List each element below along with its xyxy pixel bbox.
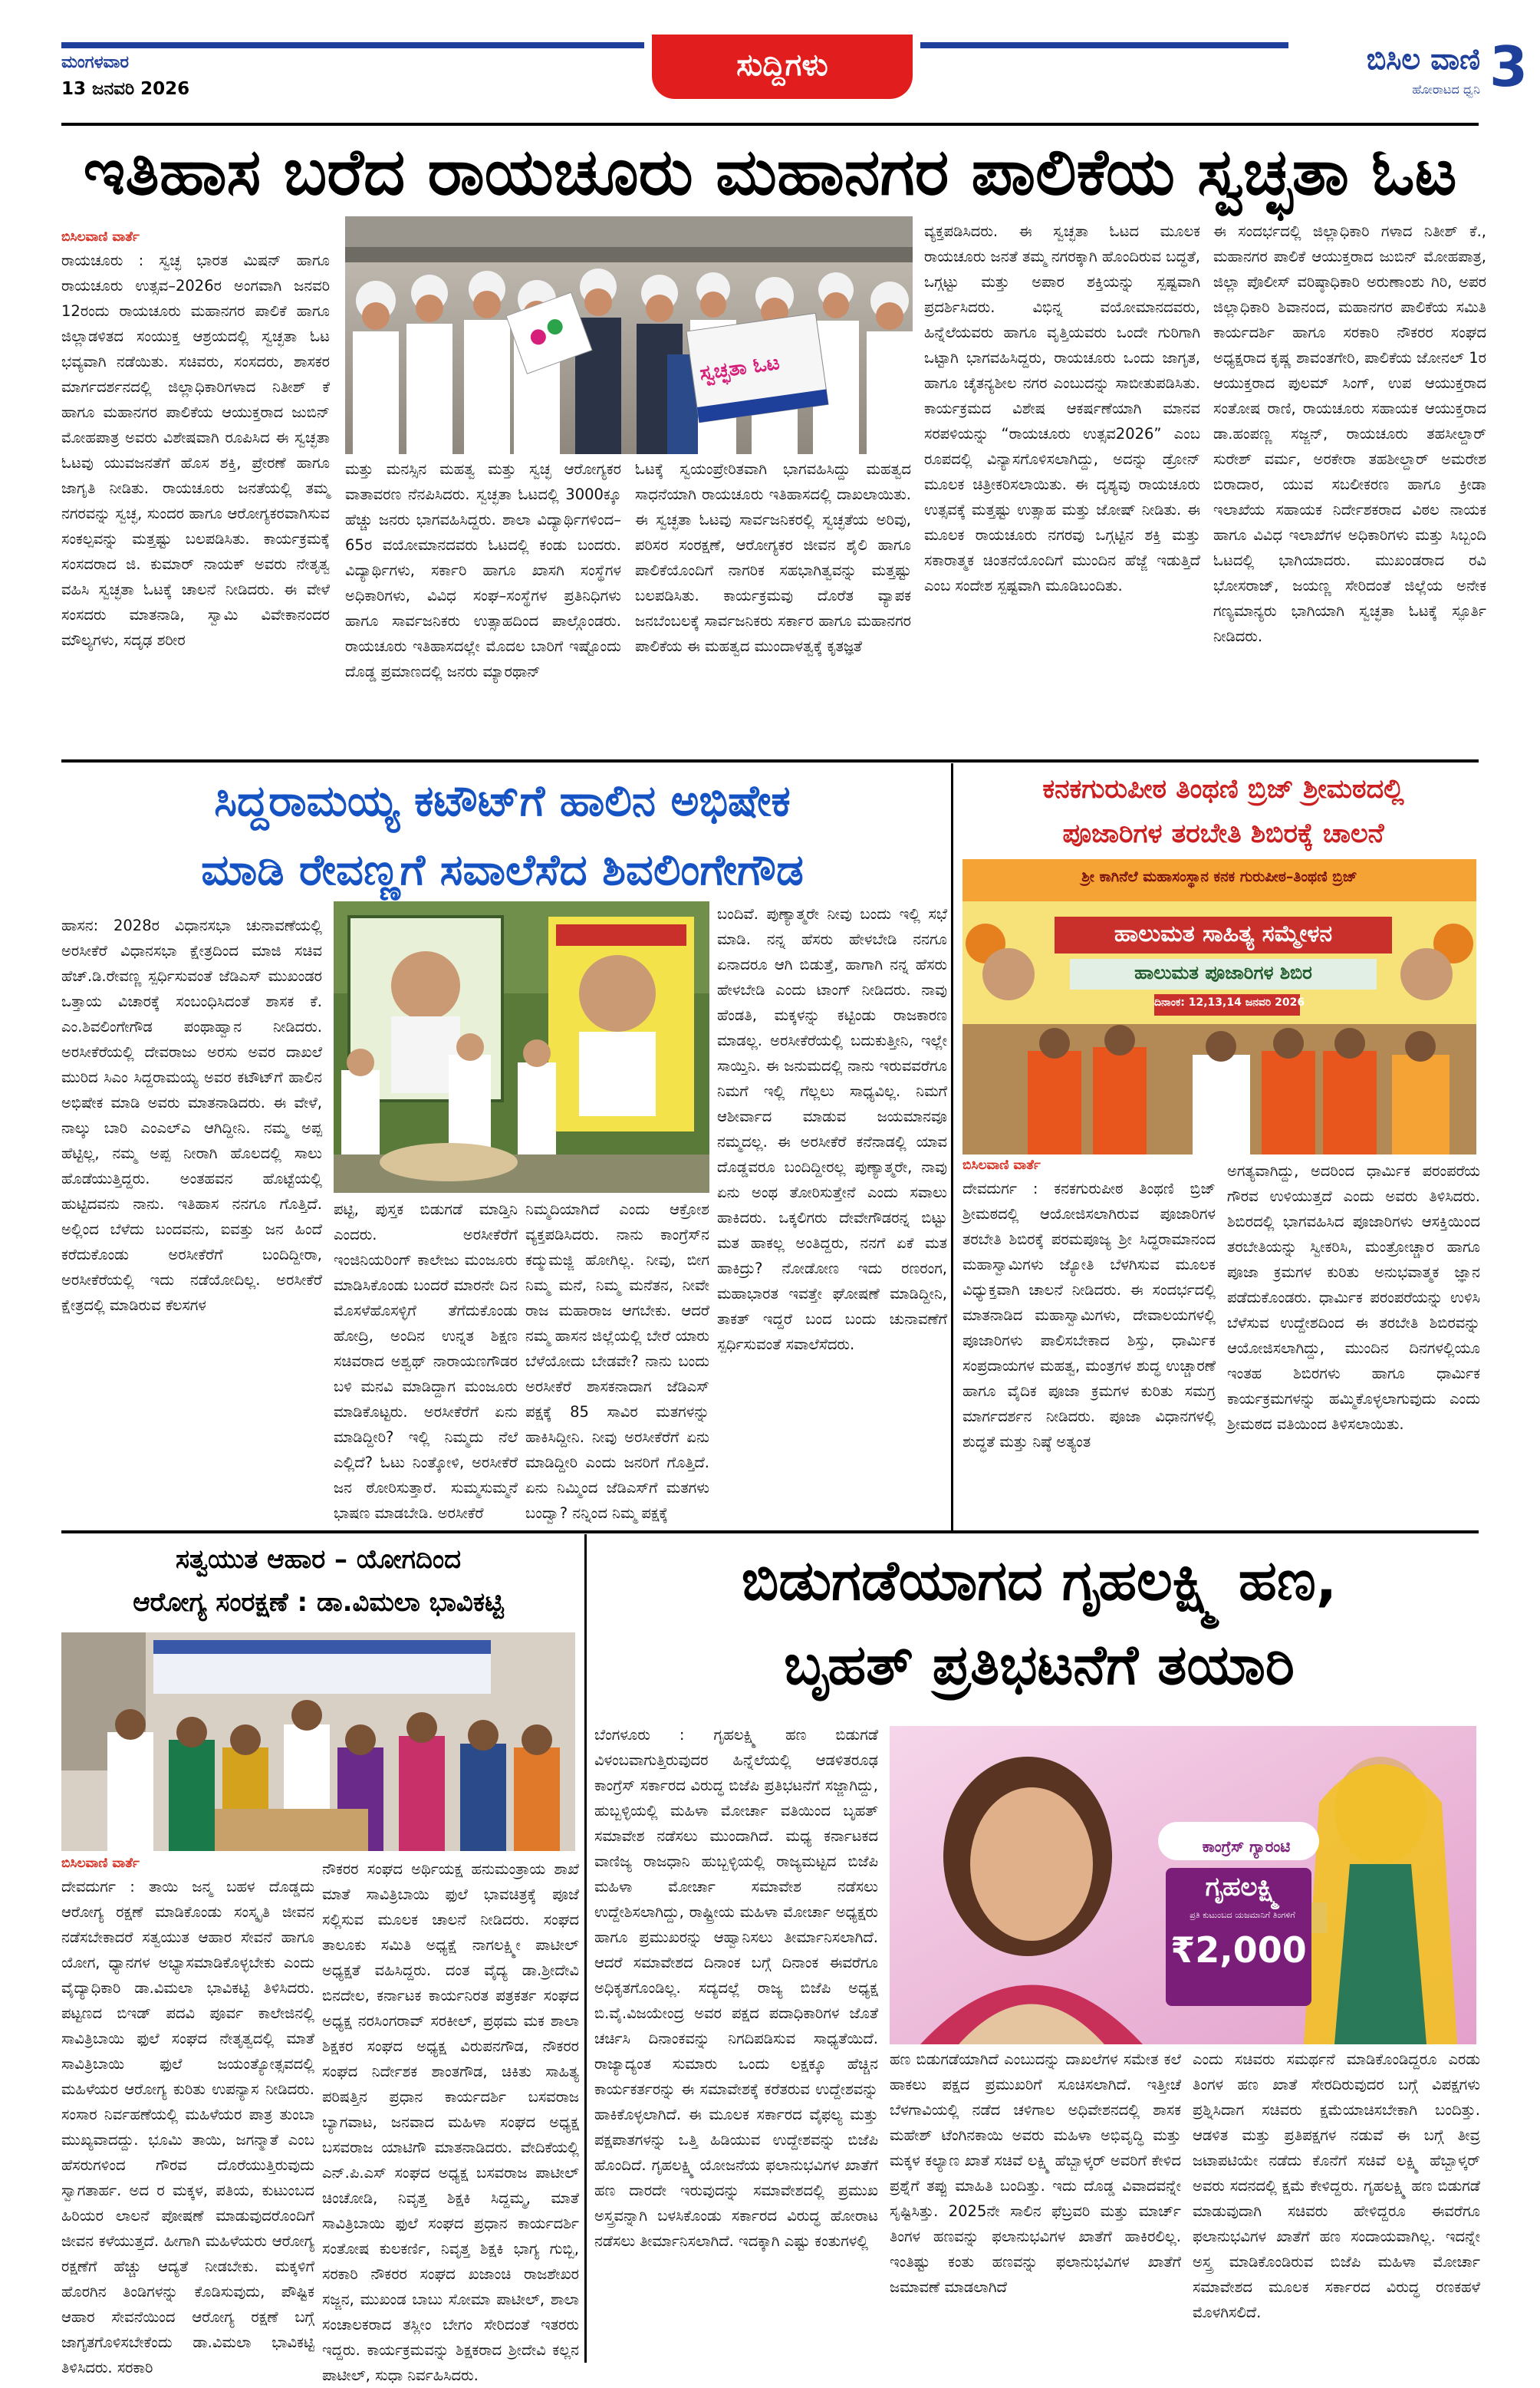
story1-headline: ಇತಿಹಾಸ ಬರೆದ ರಾಯಚೂರು ಮಹಾನಗರ ಪಾಲಿಕೆಯ ಸ್ವಚ್ಛತಾ ಓಟ bbox=[83, 134, 1457, 209]
story1-photo bbox=[345, 216, 913, 454]
story4-col2: ನೌಕರರ ಸಂಘದ ಅರ್ಥಿಯಕ್ಷ ಹನುಮಂತ್ರಾಯ ಶಾಖೆ ಮಾತೆ ಸಾವಿತ್ರಿಬಾಯಿ ಫುಲೆ ಭಾವಚಿತ್ರಕ್ಕೆ ಪೂಜೆ ಸಲ್ಲಿಸುವ ಮೂಲಕ ಚಾಲನೆ ನೀಡಿದರು. ಸಂಘದ ತಾಲೂಕು ಸಮಿತಿ ಅಧ್ಯಕ್ಷೆ ನಾಗಲಕ್ಷ್ಮೀ ಪಾಟೀಲ್ ಅಧ್ಯಕ್ಷತೆ ವಹಿಸಿದ್ದರು. ದಂತ ವೈದ್ಯ ಡಾ.ಶ್ರೀದೇವಿ ಬಿನದೇಲ, ಕರ್ನಾಟಕ ಕಾರ್ಯನಿರತ ಪತ್ರಕರ್ತ ಸಂಘದ ಅಧ್ಯಕ್ಷ ನರಸಿಂಗರಾವ್ ಸರಕೀಲ್, ಪ್ರಥಮ ಮಕ ಶಾಲಾ ಶಿಕ್ಷಕರ ಸಂಘದ ಅಧ್ಯಕ್ಷ ವಿರುಪನಗೌಡ, ನೌಕರರ ಸಂಘದ ನಿರ್ದೇಶಕ ಶಾಂತಗೌಡ, ಚಿಕಿತು ಸಾಹಿತ್ಯ ಪರಿಷತ್ತಿನ ಪ್ರಧಾನ ಕಾರ್ಯದರ್ಶಿ ಬಸವರಾಜ ಬ್ಯಾಗವಾಟ, ಜನವಾದ ಮಹಿಳಾ ಸಂಘದ ಅಧ್ಯಕ್ಷ ಬಸವರಾಜ ಯಾಟಿಗೌ ಮಾತನಾಡಿದರು. ವೇದಿಕೆಯಲ್ಲಿ ಎನ್.ಪಿ.ಎಸ್ ಸಂಘದ ಅಧ್ಯಕ್ಷ ಬಸವರಾಜ ಪಾಟೀಲ್ ಚಿಂಚೋಡಿ, ನಿವೃತ್ತ ಶಿಕ್ಷಕಿ ಸಿದ್ದಮ್ಮ, ಮಾತೆ ಸಾವಿತ್ರಿಬಾಯಿ ಫುಲೆ ಸಂಘದ ಪ್ರಧಾನ ಕಾರ್ಯದರ್ಶಿ ಸಂತೋಷ ಕುಲಕರ್ಣಿ, ನಿವೃತ್ತ ಶಿಕ್ಷಕಿ ಭಾಗ್ಯ ಗುಬ್ಬಿ, ಸರಕಾರಿ ನೌಕರರ ಸಂಘದ ಖಜಾಂಚಿ ರಾಜಶೇಖರ ಸಜ್ಜನ, ಮುಖಂಡ ಬಾಬು ಸೋಮಾ ಪಾಟೀಲ್, ಶಾಲಾ ಸಂಚಾಲಕರಾದ ತಸ್ಲೀಂ ಬೇಗಂ ಸೇರಿದಂತೆ ಇತರರು ಇದ್ದರು. ಕಾರ್ಯಕ್ರಮವನ್ನು ಶಿಕ್ಷಕರಾದ ಶ್ರೀದೇವಿ ಕಲ್ಲನ ಪಾಟೀಲ್, ಸುಧಾ ನಿರ್ವಹಿಸಿದರು. bbox=[322, 1860, 579, 2384]
story5-col1: ಬೆಂಗಳೂರು : ಗೃಹಲಕ್ಷ್ಮಿ ಹಣ ಬಿಡುಗಡೆ ವಿಳಂಬವಾಗುತ್ತಿರುವುದರ ಹಿನ್ನೆಲೆಯಲ್ಲಿ ಆಡಳಿತರೂಢ ಕಾಂಗ್ರೆಸ್ ಸರ್ಕಾರದ ವಿರುದ್ಧ ಬಿಜೆಪಿ ಪ್ರತಿಭಟನೆಗೆ ಸಜ್ಜಾಗಿದ್ದು, ಹುಬ್ಬಳ್ಳಿಯಲ್ಲಿ ಮಹಿಳಾ ಮೋರ್ಚಾ ವತಿಯಿಂದ ಬೃಹತ್ ಸಮಾವೇಶ ನಡೆಸಲು ಮುಂದಾಗಿದೆ. ಮಧ್ಯ ಕರ್ನಾಟಕದ ವಾಣಿಜ್ಯ ರಾಜಧಾನಿ ಹುಬ್ಬಳ್ಳಿಯಲ್ಲಿ ರಾಜ್ಯಮಟ್ಟದ ಬಿಜೆಪಿ ಮಹಿಳಾ ಮೋರ್ಚಾ ಸಮಾವೇಶ ನಡೆಸಲು ಉದ್ದೇಶಿಸಲಾಗಿದ್ದು, ರಾಷ್ಟ್ರೀಯ ಮಹಿಳಾ ಮೋರ್ಚಾ ಅಧ್ಯಕ್ಷರು ಹಾಗೂ ಪ್ರಮುಖರನ್ನು ಆಹ್ವಾನಿಸಲು ತೀರ್ಮಾನಿಸಲಾಗಿದೆ. ಆದರೆ ಸಮಾವೇಶದ ದಿನಾಂಕ ಬಗ್ಗೆ ದಿನಾಂಕ ಈವರೆಗೂ ಅಧಿಕೃತಗೊಂಡಿಲ್ಲ. ಸದ್ಯದಲ್ಲೆ ರಾಜ್ಯ ಬಿಜೆಪಿ ಅಧ್ಯಕ್ಷ ಬಿ.ವೈ.ವಿಜಯೇಂದ್ರ ಅವರ ಪಕ್ಷದ ಪದಾಧಿಕಾರಿಗಳ ಜೊತೆ ಚರ್ಚಿಸಿ ದಿನಾಂಕವನ್ನು ನಿಗದಿಪಡಿಸುವ ಸಾಧ್ಯತೆಯಿದೆ. ರಾಜ್ಯಾದ್ಯಂತ ಸುಮಾರು ಒಂದು ಲಕ್ಷಕ್ಕೂ ಹೆಚ್ಚಿನ ಕಾರ್ಯಕರ್ತರನ್ನು ಈ ಸಮಾವೇಶಕ್ಕೆ ಕರೆತರುವ ಉದ್ದೇಶವನ್ನು ಹಾಕಿಕೊಳ್ಳಲಾಗಿದೆ. ಈ ಮೂಲಕ ಸರ್ಕಾರದ ವೈಫಲ್ಯ ಮತ್ತು ಪಕ್ಷಪಾತಗಳನ್ನು ಒತ್ತಿ ಹಿಡಿಯುವ ಉದ್ದೇಶವನ್ನು ಬಿಜೆಪಿ ಹೊಂದಿದೆ. ಗೃಹಲಕ್ಷ್ಮಿ ಯೋಜನೆಯ ಫಲಾನುಭವಿಗಳ ಖಾತೆಗೆ ಹಣ ದಾರದೇ ಇರುವುದನ್ನು ಸಮಾವೇಶದಲ್ಲಿ ಪ್ರಮುಖ ಅಸ್ತ್ರವನ್ನಾಗಿ ಬಳಸಿಕೊಂಡು ಸರ್ಕಾರದ ವಿರುದ್ಧ ಹೋರಾಟ ನಡೆಸಲು ತೀರ್ಮಾನಿಸಲಾಗಿದೆ. ಇದಕ್ಕಾಗಿ ಎಷ್ಟು ಕಂತುಗಳಲ್ಲಿ bbox=[594, 1726, 878, 2250]
story4-story5-divider bbox=[584, 1534, 587, 2363]
camp-banner-top: ಶ್ರೀ ಕಾಗಿನೆಲೆ ಮಹಾಸಂಸ್ಥಾನ ಕನಕ ಗುರುಪೀಠ–ತಿಂಥಣಿ ಬ್ರಿಜ್ bbox=[1081, 868, 1357, 885]
story1-col5: ಈ ಸಂದರ್ಭದಲ್ಲಿ ಜಿಲ್ಲಾಧಿಕಾರಿ ಗಳಾದ ನಿತೀಶ್ ಕೆ., ಮಹಾನಗರ ಪಾಲಿಕೆ ಆಯುಕ್ತರಾದ ಜುಬಿನ್ ಮೋಹಪಾತ್ರ, ಜಿಲ್ಲಾ ಪೊಲೀಸ್ ವರಿಷ್ಠಾಧಿಕಾರಿ ಅರುಣಾಂಶು ಗಿರಿ, ಅಪರ ಜಿಲ್ಲಾಧಿಕಾರಿ ಶಿವಾನಂದ, ಮಹಾನಗರ ಪಾಲಿಕೆಯ ಸಮಿತಿ ಕಾರ್ಯದರ್ಶಿ ಹಾಗೂ ಸರಕಾರಿ ನೌಕರರ ಸಂಘದ ಅಧ್ಯಕ್ಷರಾದ ಕೃಷ್ಣ ಶಾವಂತಗೇರಿ, ಪಾಲಿಕೆಯ ಜೋನಲ್ 1ರ ಆಯುಕ್ತರಾದ ಪುಲಮ್ ಸಿಂಗ್, ಉಪ ಆಯುಕ್ತರಾದ ಸಂತೋಷ ರಾಣಿ, ರಾಯಚೂರು ಸಹಾಯಕ ಆಯುಕ್ತರಾದ ಡಾ.ಹಂಪಣ್ಣ ಸಜ್ಜನ್, ರಾಯಚೂರು ತಹಸೀಲ್ದಾರ್ ಸುರೇಶ್ ವರ್ಮ, ಅರಕೇರಾ ತಹಶೀಲ್ದಾರ್ ಅಮರೇಶ ಬಿರಾದಾರ, ಯುವ ಸಬಲೀಕರಣ ಹಾಗೂ ಕ್ರೀಡಾ ಇಲಾಖೆಯ ಸಹಾಯಕ ನಿರ್ದೇಶಕರಾದ ವಿಠಲ ನಾಯಕ ಹಾಗೂ ವಿವಿಧ ಇಲಾಖೆಗಳ ಅಧಿಕಾರಿಗಳು ಮತ್ತು ಸಿಬ್ಬಂದಿ ಓಟದಲ್ಲಿ ಭಾಗಿಯಾದರು. ಮುಖಂಡರಾದ ರವಿ ಭೋಸರಾಜ್, ಜಯಣ್ಣ ಸೇರಿದಂತೆ ಜಿಲ್ಲೆಯ ಅನೇಕ ಗಣ್ಯಮಾನ್ಯರು ಭಾಗಿಯಾಗಿ ಸ್ವಚ್ಛತಾ ಓಟಕ್ಕೆ ಸ್ಫೂರ್ತಿ ನೀಡಿದರು. bbox=[1213, 222, 1486, 645]
story3-headline-line2: ಪೂಜಾರಿಗಳ ತರಬೇತಿ ಶಿಬಿರಕ್ಕೆ ಚಾಲನೆ bbox=[1062, 819, 1384, 849]
story5-col2: ಹಣ ಬಿಡುಗಡೆಯಾಗಿದೆ ಎಂಬುದನ್ನು ದಾಖಲೆಗಳ ಸಮೇತ ಕಲೆ ಹಾಕಲು ಪಕ್ಷದ ಪ್ರಮುಖರಿಗೆ ಸೂಚಿಸಲಾಗಿದೆ. ಇತ್ತೀಚೆ ಬೆಳಗಾವಿಯಲ್ಲಿ ನಡೆದ ಚಳಿಗಾಲ ಅಧಿವೇಶನದಲ್ಲಿ ಶಾಸಕ ಮಹೇಶ್ ಟೆಂಗಿನಕಾಯಿ ಅವರು ಮಹಿಳಾ ಅಭಿವೃದ್ಧಿ ಮತ್ತು ಮಕ್ಕಳ ಕಲ್ಯಾಣ ಖಾತೆ ಸಚಿವೆ ಲಕ್ಷ್ಮಿ ಹೆಬ್ಬಾಳ್ಕರ್ ಅವರಿಗೆ ಕೇಳಿದ ಪ್ರಶ್ನೆಗೆ ತಪ್ಪು ಮಾಹಿತಿ ಬಂದಿತ್ತು. ಇದು ದೊಡ್ಡ ವಿವಾದವನ್ನೇ ಸೃಷ್ಟಿಸಿತ್ತು. 2025ನೇ ಸಾಲಿನ ಫೆಬ್ರವರಿ ಮತ್ತು ಮಾರ್ಚ್ ತಿಂಗಳ ಹಣವನ್ನು ಫಲಾನುಭವಿಗಳ ಖಾತೆಗೆ ಹಾಕಿರಲಿಲ್ಲ. ಇಂತಿಷ್ಟು ಕಂತು ಹಣವನ್ನು ಫಲಾನುಭವಿಗಳ ಖಾತೆಗೆ ಜಮಾವಣೆ ಮಾಡಲಾಗಿದೆ bbox=[890, 2050, 1181, 2296]
story5-headline-line1: ಬಿಡುಗಡೆಯಾಗದ ಗೃಹಲಕ್ಷ್ಮಿ ಹಣ, bbox=[741, 1548, 1338, 1612]
masthead-top-rule bbox=[61, 42, 644, 48]
story1-col4: ವ್ಯಕ್ತಪಡಿಸಿದರು. ಈ ಸ್ವಚ್ಛತಾ ಓಟದ ಮೂಲಕ ರಾಯಚೂರು ಜನತೆ ತಮ್ಮ ನಗರಕ್ಕಾಗಿ ಹೊಂದಿರುವ ಬದ್ಧತೆ, ಒಗ್ಗಟ್ಟು ಮತ್ತು ಅಪಾರ ಶಕ್ತಿಯನ್ನು ಸ್ಪಷ್ಟವಾಗಿ ಪ್ರದರ್ಶಿಸಿದರು. ವಿಭಿನ್ನ ವಯೋಮಾನದವರು, ಹಿನ್ನೆಲೆಯವರು ಹಾಗೂ ವೃತ್ತಿಯವರು ಒಂದೇ ಗುರಿಗಾಗಿ ಒಟ್ಟಾಗಿ ಭಾಗವಹಿಸಿದ್ದರು, ರಾಯಚೂರು ಒಂದು ಜಾಗೃತ, ಹಾಗೂ ಚೈತನ್ಯಶೀಲ ನಗರ ಎಂಬುದನ್ನು ಸಾಬೀತುಪಡಿಸಿತು. ಕಾರ್ಯಕ್ರಮದ ವಿಶೇಷ ಆಕರ್ಷಣೆಯಾಗಿ ಮಾನವ ಸರಪಳಿಯನ್ನು “ರಾಯಚೂರು ಉತ್ಸವ2026” ಎಂಬ ರೂಪದಲ್ಲಿ ವಿನ್ಯಾಸಗೊಳಿಸಲಾಗಿದ್ದು, ಅದನ್ನು ಡ್ರೋನ್ ಮೂಲಕ ಚಿತ್ರೀಕರಿಸಲಾಯಿತು. ಈ ದೃಶ್ಯವು ರಾಯಚೂರು ಉತ್ಸವಕ್ಕೆ ಮತ್ತಷ್ಟು ಉತ್ಸಾಹ ಮತ್ತು ಜೋಷ್ ನೀಡಿತು. ಈ ಮೂಲಕ ರಾಯಚೂರು ನಗರವು ಒಗ್ಗಟ್ಟಿನ ಶಕ್ತಿ ಮತ್ತು ಸಕಾರಾತ್ಮಕ ಚಿಂತನೆಯೊಂದಿಗೆ ಮುಂದಿನ ಹೆಜ್ಜೆ ಇಡುತ್ತಿದೆ ಎಂಬ ಸಂದೇಶ ಸ್ಪಷ್ಟವಾಗಿ ಮೂಡಿಬಂದಿತು. bbox=[924, 222, 1200, 595]
story4-headline-line1: ಸತ್ವಯುತ ಆಹಾರ – ಯೋಗದಿಂದ bbox=[175, 1544, 462, 1575]
ad-sub: ಪ್ರತಿ ಕುಟುಂಬದ ಯಜಮಾನಿಗೆ ತಿಂಗಳಿಗೆ bbox=[1190, 1910, 1295, 1920]
paper-name: ಬಿಸಿಲ ವಾಣಿ bbox=[1366, 42, 1480, 76]
story5-col3: ಎಂದು ಸಚಿವರು ಸಮರ್ಥನೆ ಮಾಡಿಕೊಂಡಿದ್ದರೂ ಎರಡು ತಿಂಗಳ ಹಣ ಖಾತೆ ಸೇರದಿರುವುದರ ಬಗ್ಗೆ ವಿಪಕ್ಷಗಳು ಪ್ರಶ್ನಿಸಿದಾಗ ಸಚಿವರು ಕ್ಷಮೆಯಾಚಿಸಬೇಕಾಗಿ ಬಂದಿತ್ತು. ಆಡಳಿತ ಮತ್ತು ಪ್ರತಿಪಕ್ಷಗಳ ನಡುವೆ ಈ ಬಗ್ಗೆ ತೀವ್ರ ಜಟಾಪಟಿಯೇ ನಡೆದು ಕೊನೆಗೆ ಸಚಿವೆ ಲಕ್ಷ್ಮಿ ಹೆಬ್ಬಾಳ್ಕರ್ ಅವರು ಸದನದಲ್ಲಿ ಕ್ಷಮೆ ಕೇಳಿದ್ದರು. ಗೃಹಲಕ್ಷ್ಮಿ ಹಣ ಬಿಡುಗಡೆ ಮಾಡುವುದಾಗಿ ಸಚಿವರು ಹೇಳಿದ್ದರೂ ಈವರೆಗೂ ಫಲಾನುಭವಿಗಳ ಖಾತೆಗೆ ಹಣ ಸಂದಾಯವಾಗಿಲ್ಲ. ಇದನ್ನೇ ಅಸ್ತ್ರ ಮಾಡಿಕೊಂಡಿರುವ ಬಿಜೆಪಿ ಮಹಿಳಾ ಮೋರ್ಚಾ ಸಮಾವೇಶದ ಮೂಲಕ ಸರ್ಕಾರದ ವಿರುದ್ಧ ರಣಕಹಳೆ ಮೊಳಗಿಸಲಿದೆ. bbox=[1193, 2050, 1480, 2321]
story3-col1: ಬಿಸಿಲವಾಣಿ ವಾರ್ತೆ ದೇವದುರ್ಗ : ಕನಕಗುರುಪೀಠ ತಿಂಥಣಿ ಬ್ರಿಜ್ ಶ್ರೀಮಠದಲ್ಲಿ ಆಯೋಜಿಸಲಾಗಿರುವ ಪೂಜಾರಿಗಳ ತರಬೇತಿ ಶಿಬಿರಕ್ಕೆ ಪರಮಪೂಜ್ಯ ಶ್ರೀ ಸಿದ್ಧರಾಮಾನಂದ ಮಹಾಸ್ವಾಮಿಗಳು ಜ್ಯೋತಿ ಬೆಳಗಿಸುವ ಮೂಲಕ ವಿಧ್ಯುಕ್ತವಾಗಿ ಚಾಲನೆ ನೀಡಿದರು. ಈ ಸಂದರ್ಭದಲ್ಲಿ ಮಾತನಾಡಿದ ಮಹಾಸ್ವಾಮಿಗಳು, ದೇವಾಲಯಗಳಲ್ಲಿ ಪೂಜಾರಿಗಳು ಪಾಲಿಸಬೇಕಾದ ಶಿಸ್ತು, ಧಾರ್ಮಿಕ ಸಂಪ್ರದಾಯಗಳ ಮಹತ್ವ, ಮಂತ್ರಗಳ ಶುದ್ಧ ಉಚ್ಚಾರಣೆ ಹಾಗೂ ವೈದಿಕ ಪೂಜಾ ಕ್ರಮಗಳ ಕುರಿತು ಸಮಗ್ರ ಮಾರ್ಗದರ್ಶನ ನೀಡಿದರು. ಪೂಜಾ ವಿಧಾನಗಳಲ್ಲಿ ಶುದ್ಧತೆ ಮತ್ತು ನಿಷ್ಠೆ ಅತ್ಯಂತ bbox=[962, 1154, 1216, 1527]
story2-story3-divider bbox=[951, 763, 953, 1530]
rally-photo bbox=[345, 216, 913, 454]
ad-tag: ಕಾಂಗ್ರೆಸ್ ಗ್ಯಾರಂಟಿ bbox=[1202, 1837, 1291, 1856]
story2-col4: ಬಂದಿವೆ. ಪುಣ್ಯಾತ್ಮರೇ ನೀವು ಬಂದು ಇಲ್ಲಿ ಸಭೆ ಮಾಡಿ. ನನ್ನ ಹೆಸರು ಹೇಳಬೇಡಿ ನನಗೂ ಏನಾದರೂ ಆಗಿ ಬಿಡುತ್ತೆ, ಹಾಗಾಗಿ ನನ್ನ ಹೆಸರು ಹೇಳಬೇಡಿ ಎಂದು ಟಾಂಗ್ ನೀಡಿದರು. ನಾವು ಹೆಂಡತಿ, ಮಕ್ಕಳನ್ನು ಕಟ್ಟಿಂಡು ರಾಜಕಾರಣ ಮಾಡಲ್ಲ. ಅರಸೀಕೆರೆಯಲ್ಲಿ ಬದುಕುತ್ತೀನಿ, ಇಲ್ಲೇ ಸಾಯ್ತಿನಿ. ಈ ಜನುಮದಲ್ಲಿ ನಾನು ಇರುವವರೆಗೂ ನಿಮಗೆ ಇಲ್ಲಿ ಗೆಲ್ಲಲು ಸಾಧ್ಯವಿಲ್ಲ. ನಿಮಗೆ ಆಶೀರ್ವಾದ ಮಾಡುವ ಜಯಮಾನವೂ ನಮ್ಮದಲ್ಲ. ಈ ಅರಸೀಕೆರೆ ಕನೆನಾಡಲ್ಲಿ ಯಾವ ದೊಡ್ಡವರೂ ಬಂದಿದ್ದೀರಲ್ಲ ಪುಣ್ಯಾತ್ಮರೇ, ನಾವು ಏನು ಅಂಥ ತೋರಿಸುತ್ತೇನೆ ಎಂದು ಸವಾಲು ಹಾಕಿದರು. ಒಕ್ಕಲಿಗರು ದೇವೇಗೌಡರನ್ನ ಬಿಟ್ಟು ಮತ ಹಾಕಲ್ಲ ಅಂತಿದ್ದರು, ನನಗೆ ಏಕೆ ಮತ ಹಾಕಿದ್ರು? ನೋಡೋಣ ಇದು ರಣರಂಗ, ಮಹಾಭಾರತ ಇವತ್ತೇ ಘೋಷಣೆ ಮಾಡಿದ್ದೀನಿ, ತಾಕತ್ ಇದ್ದರೆ ಬಂದ ಬಂದು ಚುನಾವಣೆಗೆ ಸ್ಪರ್ಧಿಸುವಂತೆ ಸವಾಲೆಸೆದರು. bbox=[717, 905, 947, 1353]
page-number: 3 bbox=[1489, 35, 1528, 99]
camp-banner-sub: ಹಾಲುಮತ ಪೂಜಾರಿಗಳ ಶಿಬಿರ bbox=[1134, 962, 1312, 983]
masthead-divider bbox=[61, 123, 1479, 126]
camp-banner-title: ಹಾಲುಮತ ಸಾಹಿತ್ಯ ಸಮ್ಮೇಳನ bbox=[1114, 921, 1333, 947]
story1-byline: ಬಿಸಿಲವಾಣಿ ವಾರ್ತೆ bbox=[61, 229, 140, 245]
story3-col2: ಅಗತ್ಯವಾಗಿದ್ದು, ಅದರಿಂದ ಧಾರ್ಮಿಕ ಪರಂಪರೆಯ ಗೌರವ ಉಳಿಯುತ್ತದೆ ಎಂದು ಅವರು ತಿಳಿಸಿದರು. ಶಿಬಿರದಲ್ಲಿ ಭಾಗವಹಿಸಿದ ಪೂಜಾರಿಗಳು ಆಸಕ್ತಿಯಿಂದ ತರಬೇತಿಯನ್ನು ಸ್ವೀಕರಿಸಿ, ಮಂತ್ರೋಚ್ಚಾರ ಹಾಗೂ ಪೂಜಾ ಕ್ರಮಗಳ ಕುರಿತು ಅನುಭವಾತ್ಮಕ ಜ್ಞಾನ ಪಡೆದುಕೊಂಡರು. ಧಾರ್ಮಿಕ ಪರಂಪರೆಯನ್ನು ಉಳಿಸಿ ಬೆಳೆಸುವ ಉದ್ದೇಶದಿಂದ ಈ ತರಬೇತಿ ಶಿಬಿರವನ್ನು ಆಯೋಜಿಸಲಾಗಿದ್ದು, ಮುಂದಿನ ದಿನಗಳಲ್ಲಿಯೂ ಇಂತಹ ಶಿಬಿರಗಳು ಹಾಗೂ ಧಾರ್ಮಿಕ ಕಾರ್ಯಕ್ರಮಗಳನ್ನು ಹಮ್ಮಿಕೊಳ್ಳಲಾಗುವುದು ಎಂದು ಶ್ರೀಮಠದ ವತಿಯಿಂದ ತಿಳಿಸಲಾಯಿತು. bbox=[1227, 1162, 1480, 1433]
story2-col3: ನಿಮ್ಮದಿಯಾಗಿದೆ ಎಂದು ಆಕ್ರೋಶ ವ್ಯಕ್ತಪಡಿಸಿದರು. ನಾನು ಕಾಂಗ್ರೆಸ್‌ನ ಕದ್ಮುಮಜ್ಜಿ ಹೋಗಿಲ್ಲ. ನೀವು, ಬೀಗ ನಿಮ್ಮ ಮನೆ, ನಿಮ್ಮ ಮನೆತನ, ನೀವೇ ರಾಜ ಮಹಾರಾಜ ಆಗಬೇಕು. ಆದರೆ ನಮ್ಮ ಹಾಸನ ಜಿಲ್ಲೆಯಲ್ಲಿ ಬೇರೆ ಯಾರು ಬೆಳೆಯೋದು ಬೇಡವೇ? ನಾನು ಬಂದು ಅರಸೀಕೆರೆ ಶಾಸಕನಾದಾಗ ಜೆಡಿಎಸ್ ಪಕ್ಷಕ್ಕೆ 85 ಸಾವಿರ ಮತಗಳನ್ನು ಹಾಕಿಸಿದ್ದೀನಿ. ನೀವು ಅರಸೀಕೆರೆಗೆ ಏನು ಮಾಡಿದ್ದೀರಿ ಎಂದು ಜನರಿಗೆ ಗೊತ್ತಿದೆ. ಏನು ನಿಮ್ಮಿಂದ ಜೆಡಿಎಸ್‌ಗೆ ಮತಗಳು ಬಂದ್ವಾ? ನನ್ನಿಂದ ನಿಮ್ಮ ಪಕ್ಷಕ್ಕೆ bbox=[525, 1201, 709, 1522]
masthead bbox=[61, 35, 1528, 119]
story3-bottom-rule bbox=[61, 1530, 1479, 1533]
story2-col2: ಪಟ್ಟಿ, ಪುಸ್ತಕ ಬಿಡುಗಡೆ ಮಾಡ್ತಿನಿ ಎಂದರು. ಅರಸೀಕೆರೆಗೆ ಇಂಜಿನಿಯರಿಂಗ್ ಕಾಲೇಜು ಮಂಜೂರು ಮಾಡಿಸಿಕೊಂಡು ಬಂದರೆ ಮಾರನೇ ದಿನ ಮೊಸಳೆಹೊಸಳ್ಳಿಗೆ ತೆಗೆದುಕೊಂಡು ಹೋದ್ರಿ, ಅಂದಿನ ಉನ್ನತ ಶಿಕ್ಷಣ ಸಚಿವರಾದ ಅಶ್ವಥ್ ನಾರಾಯಣಗೌಡರ ಬಳಿ ಮನವಿ ಮಾಡಿದ್ದಾಗ ಮಂಜೂರು ಮಾಡಿಕೊಟ್ಟರು. ಅರಸೀಕೆರೆಗೆ ಏನು ಮಾಡಿದ್ದೀರಿ? ಇಲ್ಲಿ ನಿಮ್ಮದು ನೆಲೆ ಎಲ್ಲಿದೆ? ಓಟು ನಿಂತ್ಕೋಳಿ, ಅರಸೀಕೆರೆ ಜನ ಠೋರಿಸುತ್ತಾರೆ. ಸುಮ್ಮಸುಮ್ಮನೆ ಭಾಷಣ ಮಾಡಬೇಡಿ. ಅರಸೀಕೆರೆ bbox=[334, 1201, 518, 1522]
story2-col1: ಹಾಸನ: 2028ರ ವಿಧಾನಸಭಾ ಚುನಾವಣೆಯಲ್ಲಿ ಅರಸೀಕೆರೆ ವಿಧಾನಸಭಾ ಕ್ಷೇತ್ರದಿಂದ ಮಾಜಿ ಸಚಿವ ಹೆಚ್.ಡಿ.ರೇವಣ್ಣ ಸ್ಪರ್ಧಿಸುವಂತೆ ಜೆಡಿಎಸ್ ಮುಖಂಡರ ಒತ್ತಾಯ ವಿಚಾರಕ್ಕೆ ಸಂಬಂಧಿಸಿದಂತೆ ಶಾಸಕ ಕೆ. ಎಂ.ಶಿವಲಿಂಗೇಗೌಡ ಪಂಥಾಹ್ವಾನ ನೀಡಿದರು. ಅರಸೀಕೆರೆಯಲ್ಲಿ ದೇವರಾಜು ಅರಸು ಅವರ ದಾಖಲೆ ಮುರಿದ ಸಿಎಂ ಸಿದ್ದರಾಮಯ್ಯ ಅವರ ಕಟೌಟ್‌ಗೆ ಹಾಲಿನ ಅಭಿಷೇಕ ಮಾಡಿ ಅವರು ಮಾತನಾಡಿದರು. ಈ ವೇಳೆ, ನಾಲ್ಕು ಬಾರಿ ಎಂಎಲ್‌ಎ ಆಗಿದ್ದೀನಿ. ನಮ್ಮ ಅಪ್ಪ ಹೆಟ್ಟಿಲ್ಲ, ನಮ್ಮ ಅಪ್ಪ ನೀರಾಗಿ ಹೊಲದಲ್ಲಿ ಸಾಲು ಹೊಡೆಯುತ್ತಿದ್ದರು. ಅಂತಹವನ ಹೊಟ್ಟೆಯಲ್ಲಿ ಹುಟ್ಟಿದವನು ನಾನು. ಇತಿಹಾಸ ನನಗೂ ಗೊತ್ತಿದೆ. ಅಲ್ಲಿಂದ ಬೆಳೆದು ಬಂದವನು, ಐವತ್ತು ಜನ ಹಿಂದೆ ಕರೆದುಕೊಂಡು ಅರಸೀಕೆರೆಗೆ ಬಂದಿದ್ದೀರಾ, ಅರಸೀಕೆರೆಯಲ್ಲಿ ಇದು ನಡೆಯೋದಿಲ್ಲ. ಅರಸೀಕೆರೆ ಕ್ಷೇತ್ರದಲ್ಲಿ ಮಾಡಿರುವ ಕೆಲಸಗಳ bbox=[61, 917, 322, 1314]
camp-banner-date: ದಿನಾಂಕ: 12,13,14 ಜನವರಿ 2026 bbox=[1154, 996, 1305, 1009]
ad-scheme: ಗೃಹಲಕ್ಷ್ಮಿ bbox=[1205, 1872, 1280, 1902]
story5-headline-line2: ಬೃಹತ್ ಪ್ರತಿಭಟನೆಗೆ ತಯಾರಿ bbox=[784, 1632, 1295, 1697]
story4-byline: ಬಿಸಿಲವಾಣಿ ವಾರ್ತೆ bbox=[61, 1856, 140, 1871]
story4-headline-line2: ಆರೋಗ್ಯ ಸಂರಕ್ಷಣೆ : ಡಾ.ವಿಮಲಾ ಭಾವಿಕಟ್ಟಿ bbox=[133, 1587, 504, 1618]
section-tab bbox=[652, 35, 913, 99]
story4-photo bbox=[61, 1632, 575, 1851]
gruhalakshmi-ad bbox=[890, 1726, 1476, 2044]
ad-amount: ₹2,000 bbox=[1170, 1929, 1307, 1971]
masthead-date: 13 ಜನವರಿ 2026 bbox=[61, 79, 190, 99]
story3-byline: ಬಿಸಿಲವಾಣಿ ವಾರ್ತೆ bbox=[962, 1158, 1041, 1173]
photo-banner-text: ಸ್ವಚ್ಛತಾ ಓಟ bbox=[698, 351, 782, 386]
story4-col1: ಬಿಸಿಲವಾಣಿ ವಾರ್ತೆ ದೇವದುರ್ಗ : ತಾಯಿ ಜನ್ಮ ಬಹಳ ದೊಡ್ಡದು ಆರೋಗ್ಯ ರಕ್ಷಣೆ ಮಾಡಿಕೊಂಡು ಸಂಸ್ಕೃತಿ ಜೀವನ ನಡೆಸಬೇಕಾದರೆ ಸತ್ವಯುತ ಆಹಾರ ಸೇವನೆ ಹಾಗೂ ಯೋಗ, ಧ್ಯಾನಗಳ ಅಭ್ಯಾಸಮಾಡಿಕೊಳ್ಳಬೇಕು ಎಂದು ವೈದ್ಯಾಧಿಕಾರಿ ಡಾ.ವಿಮಲಾ ಭಾವಿಕಟ್ಟಿ ತಿಳಿಸಿದರು. ಪಟ್ಟಣದ ಬಿಇಡ್ ಪದವಿ ಪೂರ್ವ ಕಾಲೇಜಿನಲ್ಲಿ ಸಾವಿತ್ರಿಬಾಯಿ ಫುಲೆ ಸಂಘದ ನೇತೃತ್ವದಲ್ಲಿ ಮಾತೆ ಸಾವಿತ್ರಿಬಾಯಿ ಫುಲೆ ಜಯಂತ್ಯೋತ್ಸವದಲ್ಲಿ ಮಹಿಳೆಯರ ಆರೋಗ್ಯ ಕುರಿತು ಉಪನ್ಯಾಸ ನೀಡಿದರು. ಸಂಸಾರ ನಿರ್ವಹಣೆಯಲ್ಲಿ ಮಹಿಳೆಯರ ಪಾತ್ರ ತುಂಬಾ ಮುಖ್ಯವಾದದ್ದು. ಭೂಮಿ ತಾಯಿ, ಜಗನ್ಮಾತೆ ಎಂಬ ಹೆಸರುಗಳಿಂದ ಗೌರವ ದೊರೆಯುತ್ತಿರುವುದು ಸ್ವಾಗತಾರ್ಹ. ಅದ ರ ಮಕ್ಕಳ, ಪತಿಯ, ಕುಟುಂಬದ ಹಿರಿಯರ ಲಾಲನೆ ಪೋಷಣೆ ಮಾಡುವುದರೊಂದಿಗೆ ಜೀವನ ಕಳೆಯುತ್ತದೆ. ಹೀಗಾಗಿ ಮಹಿಳೆಯರು ಆರೋಗ್ಯ ರಕ್ಷಣೆಗೆ ಹೆಚ್ಚು ಆದ್ಯತೆ ನೀಡಬೇಕು. ಮಕ್ಕಳಿಗೆ ಹೊರಗಿನ ತಿಂಡಿಗಳನ್ನು ಕೊಡಿಸುವುದು, ಪೌಷ್ಟಿಕ ಆಹಾರ ಸೇವನೆಯಿಂದ ಆರೋಗ್ಯ ರಕ್ಷಣೆ ಬಗ್ಗೆ ಜಾಗೃತಗೊಳಿಸಬೇಕೆಂದು ಡಾ.ವಿಮಲಾ ಭಾವಿಕಟ್ಟಿ ತಿಳಿಸಿದರು. ಸರಕಾರಿ bbox=[61, 1853, 314, 2359]
story1-col2: ಮತ್ತು ಮನಸ್ಸಿನ ಮಹತ್ವ ಮತ್ತು ಸ್ವಚ್ಛ ಆರೋಗ್ಯಕರ ವಾತಾವರಣ ನೆನಪಿಸಿದರು. ಸ್ವಚ್ಛತಾ ಓಟದಲ್ಲಿ 3000ಕ್ಕೂ ಹೆಚ್ಚು ಜನರು ಭಾಗವಹಿಸಿದ್ದರು. ಶಾಲಾ ವಿದ್ಯಾರ್ಥಿಗಳಿಂದ– 65ರ ವಯೋಮಾನದವರು ಓಟದಲ್ಲಿ ಕಂಡು ಬಂದರು. ವಿದ್ಯಾರ್ಥಿಗಳು, ಸರ್ಕಾರಿ ಹಾಗೂ ಖಾಸಗಿ ಸಂಸ್ಥೆಗಳ ಅಧಿಕಾರಿಗಳು, ವಿವಿಧ ಸಂಘ–ಸಂಸ್ಥೆಗಳ ಪ್ರತಿನಿಧಿಗಳು ಹಾಗೂ ಸಾರ್ವಜನಿಕರು ಉತ್ಸಾಹದಿಂದ ಪಾಲ್ಗೊಂಡರು. ರಾಯಚೂರು ಇತಿಹಾಸದಲ್ಲೇ ಮೊದಲ ಬಾರಿಗೆ ಇಷ್ಟೊಂದು ದೊಡ್ಡ ಪ್ರಮಾಣದಲ್ಲಿ ಜನರು ಮ್ಯಾರಥಾನ್ bbox=[345, 460, 621, 680]
paper-tagline: ಹೋರಾಟದ ಧ್ವನಿ bbox=[1412, 82, 1480, 97]
health-lecture-photo bbox=[61, 1632, 575, 1851]
story1-bottom-rule bbox=[61, 759, 1479, 763]
story2-headline-line2: ಮಾಡಿ ರೇವಣ್ಣಗೆ ಸವಾಲೆಸೆದ ಶಿವಲಿಂಗೇಗೌಡ bbox=[201, 845, 804, 895]
section-title: ಸುದ್ದಿಗಳು bbox=[736, 48, 828, 83]
story3-headline-line1: ಕನಕಗುರುಪೀಠ ತಿಂಥಣಿ ಬ್ರಿಜ್ ಶ್ರೀಮಠದಲ್ಲಿ bbox=[1042, 774, 1404, 805]
story2-photo bbox=[334, 901, 709, 1193]
story2-headline-line1: ಸಿದ್ದರಾಮಯ್ಯ ಕಟೌಟ್‌ಗೆ ಹಾಲಿನ ಅಭಿಷೇಕ bbox=[214, 776, 791, 826]
story1-col1: ಬಿಸಿಲವಾಣಿ ವಾರ್ತೆ ರಾಯಚೂರು : ಸ್ವಚ್ಛ ಭಾರತ ಮಿಷನ್ ಹಾಗೂ ರಾಯಚೂರು ಉತ್ಸವ–2026ರ ಅಂಗವಾಗಿ ಜನವರಿ 12ರಂದು ರಾಯಚೂರು ಮಹಾನಗರ ಪಾಲಿಕೆ ಹಾಗೂ ಜಿಲ್ಲಾಡಳಿತದ ಸಂಯುಕ್ತ ಆಶ್ರಯದಲ್ಲಿ ಸ್ವಚ್ಛತಾ ಓಟ ಭವ್ಯವಾಗಿ ನಡೆಯಿತು. ಸಚಿವರು, ಸಂಸದರು, ಶಾಸಕರ ಮಾರ್ಗದರ್ಶನದಲ್ಲಿ ಜಿಲ್ಲಾಧಿಕಾರಿಗಳಾದ ನಿತೀಶ್ ಕೆ ಹಾಗೂ ಮಹಾನಗರ ಪಾಲಿಕೆಯ ಆಯುಕ್ತರಾದ ಜುಬಿನ್ ಮೋಹಪಾತ್ರ ಅವರು ವಿಶೇಷವಾಗಿ ರೂಪಿಸಿದ ಈ ಸ್ವಚ್ಛತಾ ಓಟವು ಯುವಜನತೆಗೆ ಹೊಸ ಶಕ್ತಿ, ಪ್ರೇರಣೆ ಹಾಗೂ ಜಾಗೃತಿ ನೀಡಿತು. ರಾಯಚೂರು ಜನತೆಯಲ್ಲಿ ತಮ್ಮ ನಗರವನ್ನು ಸ್ವಚ್ಛ, ಸುಂದರ ಹಾಗೂ ಆರೋಗ್ಯಕರವಾಗಿಸುವ ಸಂಕಲ್ಪವನ್ನು ಮತ್ತಷ್ಟು ಬಲಪಡಿಸಿತು. ಕಾರ್ಯಕ್ರಮಕ್ಕೆ ಸಂಸದರಾದ ಜಿ. ಕುಮಾರ್ ನಾಯಕ್ ಅವರು ನೇತೃತ್ವ ವಹಿಸಿ ಸ್ವಚ್ಛತಾ ಓಟಕ್ಕೆ ಚಾಲನೆ ನೀಡಿದರು. ಈ ವೇಳೆ ಸಂಸದರು ಮಾತನಾಡಿ, ಸ್ವಾಮಿ ವಿವೇಕಾನಂದರ ಮೌಲ್ಯಗಳು, ಸದೃಢ ಶರೀರ bbox=[61, 226, 330, 756]
story3-photo bbox=[962, 859, 1476, 1154]
cutout-event-photo bbox=[334, 901, 709, 1193]
masthead-day: ಮಂಗಳವಾರ bbox=[61, 53, 130, 72]
story1-col3: ಓಟಕ್ಕೆ ಸ್ವಯಂಪ್ರೇರಿತವಾಗಿ ಭಾಗವಹಿಸಿದ್ದು ಮಹತ್ವದ ಸಾಧನೆಯಾಗಿ ರಾಯಚೂರು ಇತಿಹಾಸದಲ್ಲಿ ದಾಖಲಾಯಿತು. ಈ ಸ್ವಚ್ಛತಾ ಓಟವು ಸಾರ್ವಜನಿಕರಲ್ಲಿ ಸ್ವಚ್ಛತೆಯ ಅರಿವು, ಪರಿಸರ ಸಂರಕ್ಷಣೆ, ಆರೋಗ್ಯಕರ ಜೀವನ ಶೈಲಿ ಹಾಗೂ ಪಾಲಿಕೆಯೊಂದಿಗೆ ನಾಗರಿಕ ಸಹಭಾಗಿತ್ವವನ್ನು ಮತ್ತಷ್ಟು ಬಲಪಡಿಸಿತು. ಕಾರ್ಯಕ್ರಮವು ದೊರೆತ ವ್ಯಾಪಕ ಜನಬೆಂಬಲಕ್ಕೆ ಸಾರ್ವಜನಿಕರು ಸರ್ಕಾರ ಹಾಗೂ ಮಹಾನಗರ ಪಾಲಿಕೆಯ ಈ ಮಹತ್ವದ ಮುಂದಾಳತ್ವಕ್ಕೆ ಕೃತಜ್ಞತೆ bbox=[635, 460, 911, 655]
